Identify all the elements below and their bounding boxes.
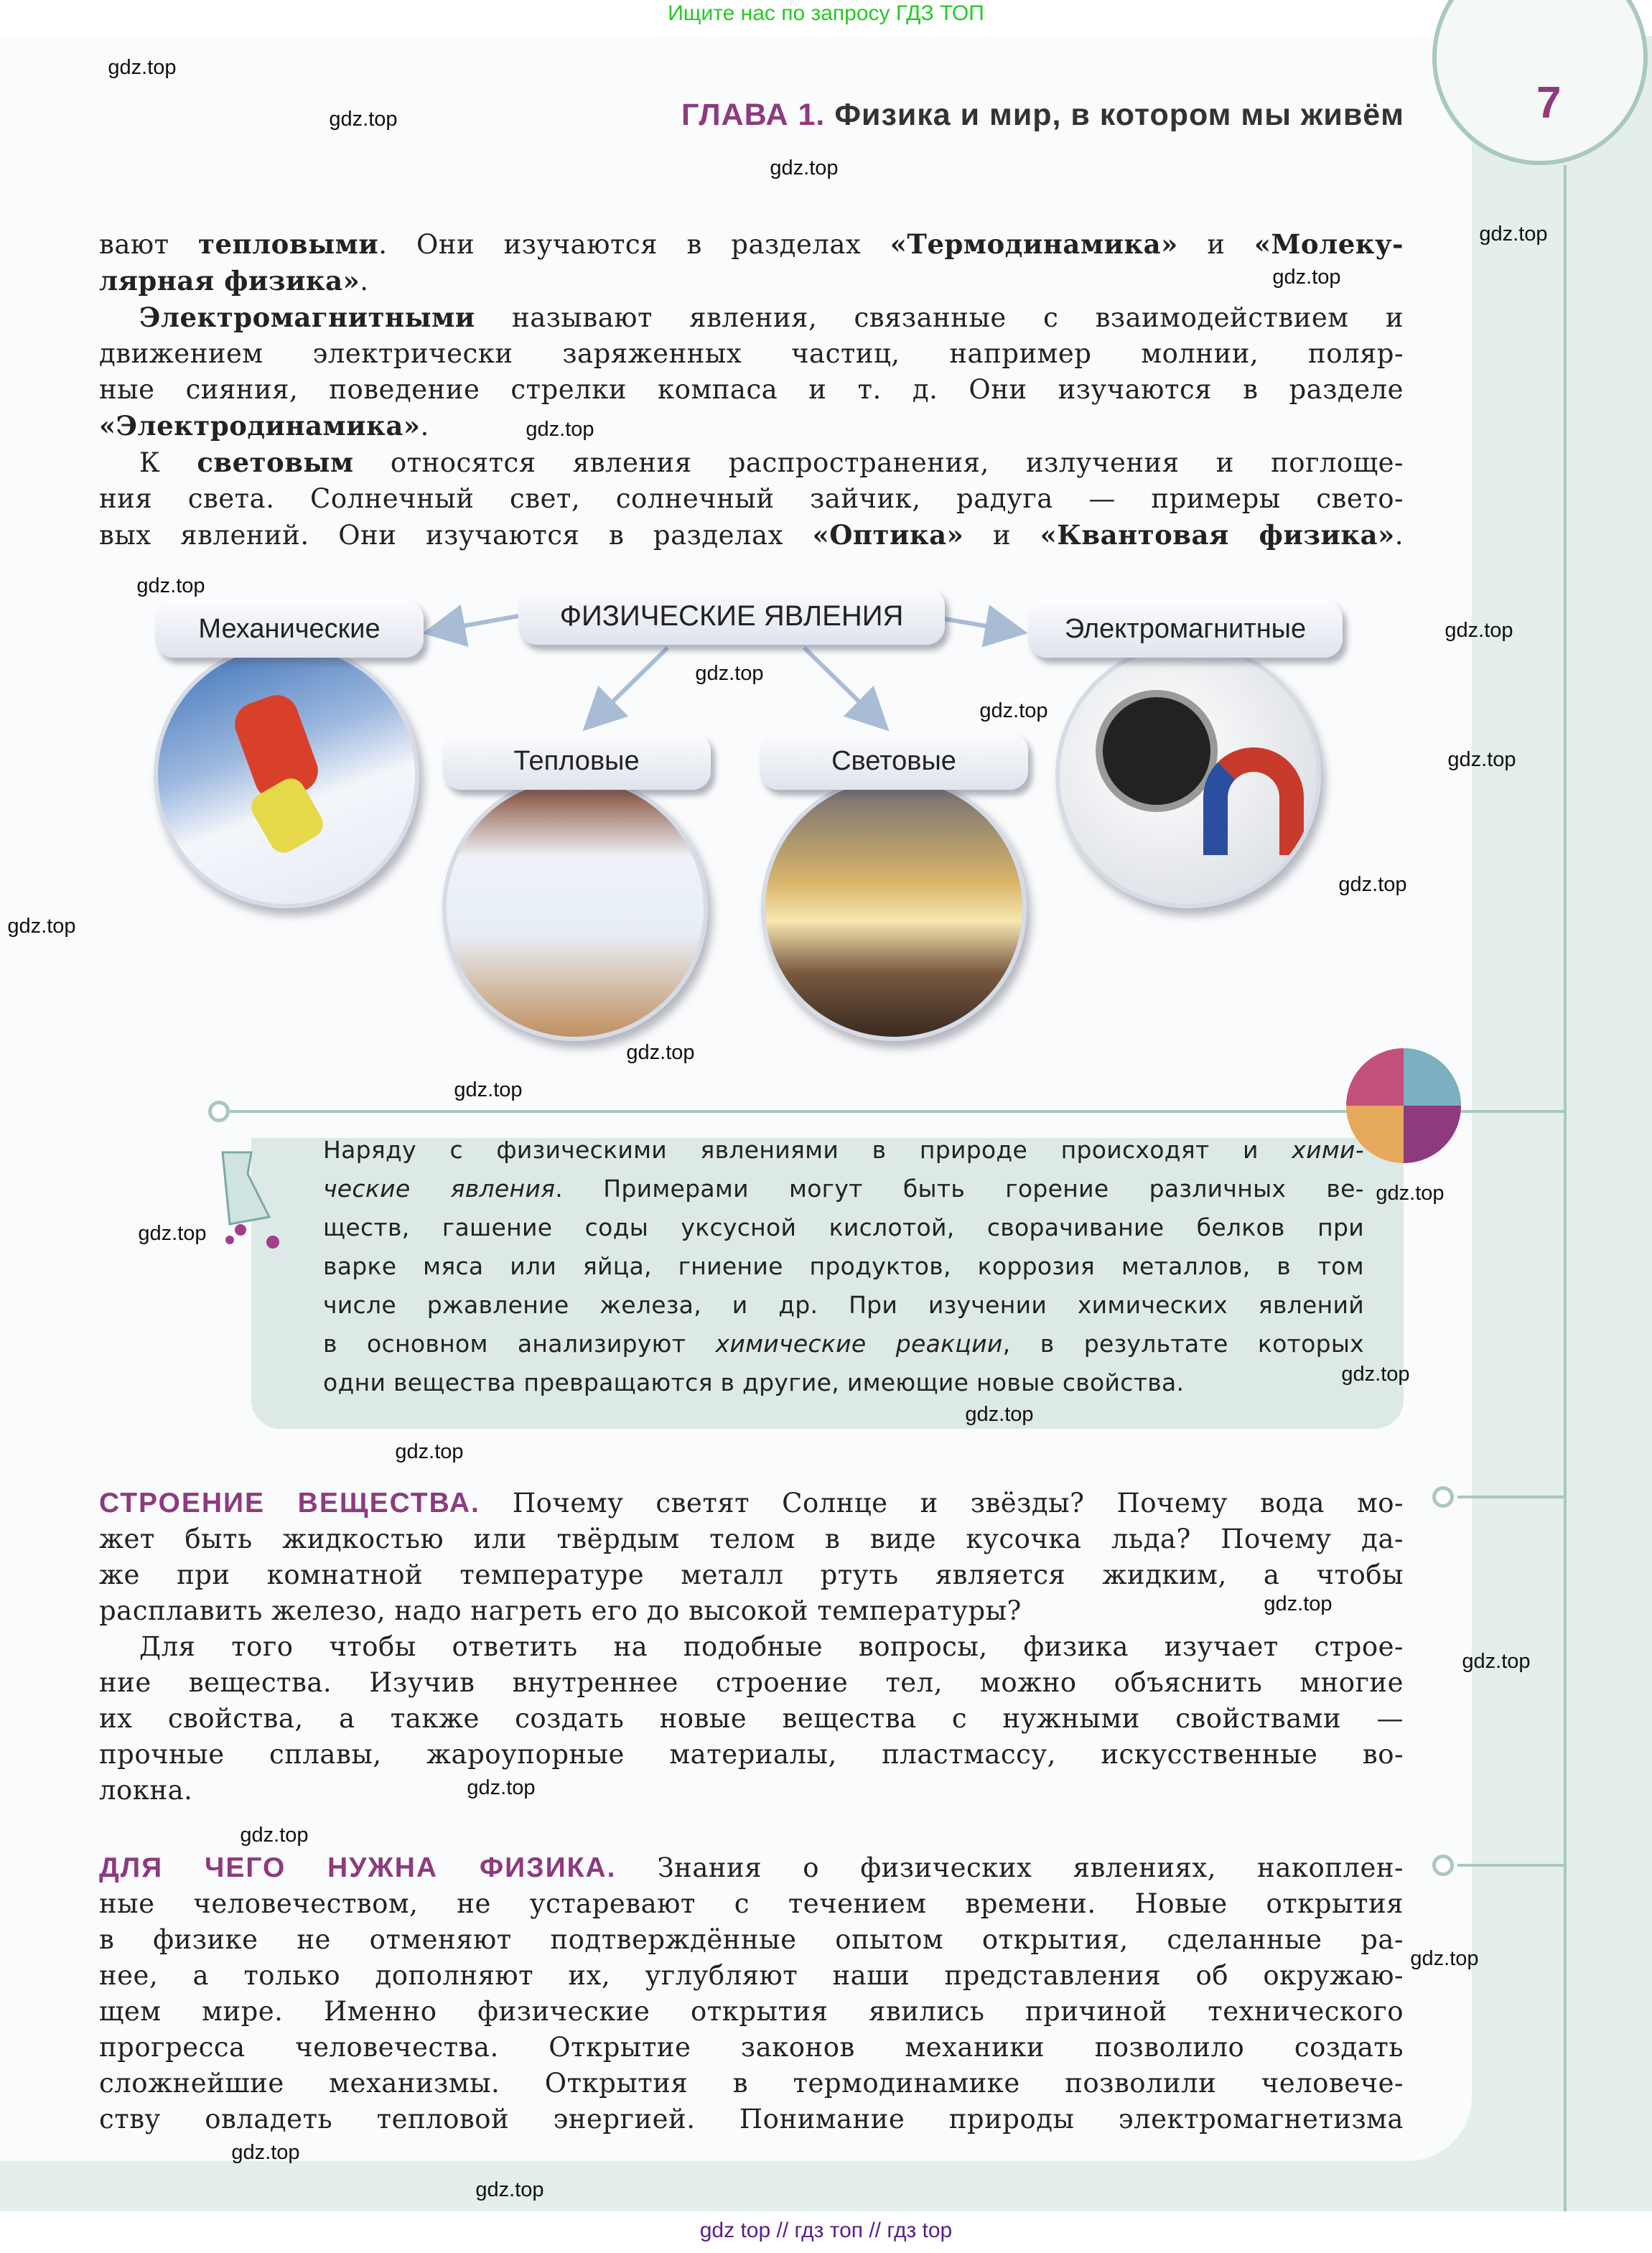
watermark: gdz.top	[395, 1440, 464, 1463]
watermark: gdz.top	[695, 662, 764, 685]
flask-icon	[208, 1145, 294, 1253]
text-segment: числе ржавление железа, и др. При изучении химических явлений	[323, 1291, 1364, 1319]
icicles-image	[442, 775, 708, 1041]
text-line	[99, 1521, 1404, 1557]
text-segment: хими-	[1292, 1136, 1364, 1164]
text-line	[99, 1737, 1404, 1773]
watermark: gdz.top	[467, 1776, 536, 1799]
text-segment: прогресса человечества. Открытие законов механики позволило создать	[99, 2032, 1404, 2063]
text-line	[99, 1886, 1404, 1922]
arrow-to-mechanical	[431, 616, 518, 632]
text-segment: движением электрически заряженных частиц, например молнии, поляр-	[99, 338, 1404, 369]
watermark: gdz.top	[138, 1222, 207, 1245]
text-segment: Для того чтобы ответить на подобные вопросы, физика изучает строе-	[139, 1631, 1404, 1662]
section-line	[1457, 1864, 1565, 1867]
section-structure	[99, 1485, 1404, 1809]
text-segment: прочные сплавы, жароупорные материалы, пластмассу, искусственные во-	[99, 1739, 1404, 1770]
text-segment: вых явлений. Они изучаются в разделах	[99, 520, 813, 551]
text-segment: ния света. Солнечный свет, солнечный зайчик, радуга — примеры свето-	[99, 483, 1404, 514]
watermark: gdz.top	[136, 574, 205, 597]
text-segment: жет быть жидкостью или твёрдым телом в виде кусочка льда? Почему да-	[99, 1524, 1404, 1554]
category-thermal: Тепловые	[442, 732, 711, 790]
arrow-to-electromagnetic	[945, 619, 1019, 632]
watermark: gdz.top	[329, 108, 398, 131]
arrow-to-light	[804, 648, 883, 725]
text-line	[99, 1701, 1404, 1737]
diagram-arrows	[0, 36, 1472, 1113]
text-segment: «Электродинамика»	[99, 410, 421, 442]
text-line	[99, 2102, 1404, 2137]
text-line	[323, 1247, 1364, 1286]
margin-line	[1564, 165, 1567, 2211]
text-segment: «Оптика»	[812, 519, 964, 551]
text-segment: и	[1177, 229, 1254, 260]
text-segment: в физике не отменяют подтверждённые опытом открытия, сделанные ра-	[99, 1924, 1404, 1955]
text-segment: . Они изучаются в разделах	[378, 229, 890, 260]
text-segment: «Термодинамика»	[890, 228, 1178, 260]
text-segment: ческие явления	[323, 1175, 556, 1203]
skier-image	[154, 643, 419, 908]
text-line	[99, 2030, 1404, 2066]
watermark: gdz.top	[770, 157, 839, 179]
text-segment: «Молеку-	[1254, 228, 1404, 260]
category-mechanical: Механические	[155, 600, 424, 658]
text-segment: называют явления, связанные с взаимодействием и	[475, 302, 1404, 333]
search-banner[interactable]: Ищите нас по запросу ГДЗ ТОП	[668, 1, 984, 25]
text-segment: относятся явления распространения, излучения и поглоще-	[353, 447, 1404, 478]
text-segment: ные человечеством, не устаревают с течением времени. Новые открытия	[99, 1888, 1404, 1919]
page-number: 7	[1536, 78, 1562, 128]
callout-text	[323, 1131, 1364, 1402]
section-why-physics	[99, 1850, 1404, 2137]
watermark: gdz.top	[1445, 619, 1513, 642]
section-marker	[1432, 1486, 1454, 1508]
text-line	[99, 1593, 1404, 1629]
text-line	[99, 1958, 1404, 1994]
text-segment: же при комнатной температуре металл ртуть является жидким, а чтобы	[99, 1559, 1404, 1590]
text-line	[323, 1208, 1364, 1247]
textbook-page	[0, 36, 1652, 2211]
text-segment: ществ, гашение соды уксусной кислотой, сворачивание белков при	[323, 1213, 1364, 1241]
chapter-label: ГЛАВА 1.	[681, 98, 826, 132]
text-segment: ние вещества. Изучив внутреннее строение тел, можно объяснить многие	[99, 1667, 1404, 1698]
text-line	[99, 1557, 1404, 1593]
watermark: gdz.top	[1338, 873, 1407, 896]
watermark: gdz.top	[7, 915, 76, 938]
text-segment: Наряду с физическими явлениями в природе происходят и	[323, 1136, 1292, 1164]
text-segment: варке мяса или яйца, гниение продуктов, коррозия металлов, в том	[323, 1252, 1364, 1280]
text-segment: расплавить железо, надо нагреть его до высокой температуры?	[99, 1595, 1022, 1626]
text-segment: их свойства, а также создать новые вещества с нужными свойствами —	[99, 1703, 1404, 1734]
text-segment: одни вещества превращаются в другие, имеющие новые свойства.	[323, 1368, 1185, 1396]
watermark: gdz.top	[1462, 1650, 1531, 1673]
text-line	[323, 1131, 1364, 1170]
category-light: Световые	[760, 732, 1028, 790]
text-line	[99, 1994, 1404, 2030]
watermark: gdz.top	[1410, 1947, 1479, 1970]
watermark: gdz.top	[979, 699, 1048, 722]
text-segment: щем мире. Именно физические открытия явились причиной технического	[99, 1996, 1404, 2027]
section-heading: СТРОЕНИЕ ВЕЩЕСТВА.	[99, 1488, 480, 1519]
diagram-center-label: ФИЗИЧЕСКИЕ ЯВЛЕНИЯ	[518, 587, 945, 645]
text-segment: . Примерами могут быть горение различных ве-	[555, 1175, 1364, 1203]
footer-links[interactable]: gdz top // гдз топ // гдз top	[699, 2219, 953, 2242]
text-segment: .	[420, 411, 429, 442]
watermark: gdz.top	[1376, 1182, 1445, 1205]
text-segment: Почему светят Солнце и звёзды? Почему вода мо-	[480, 1488, 1404, 1519]
text-line	[323, 1170, 1364, 1208]
text-segment: Знания о физических явлениях, накоплен-	[616, 1852, 1404, 1883]
text-line	[99, 1773, 1404, 1809]
text-segment: «Квантовая физика»	[1040, 519, 1395, 551]
section-marker	[1432, 1855, 1454, 1876]
text-line	[99, 1629, 1404, 1665]
text-segment: химические реакции	[715, 1330, 1003, 1358]
watermark: gdz.top	[240, 1824, 309, 1847]
text-line	[323, 1363, 1364, 1402]
chapter-title: Физика и мир, в котором мы живём	[834, 98, 1404, 132]
category-electromagnetic: Электромагнитные	[1028, 600, 1343, 658]
text-segment: ству овладеть тепловой энергией. Понимание природы электромагнетизма	[99, 2104, 1404, 2135]
text-line	[323, 1286, 1364, 1325]
text-segment: .	[1394, 520, 1404, 551]
text-segment: К	[139, 447, 197, 478]
section-line	[1457, 1496, 1565, 1498]
watermark: gdz.top	[1447, 748, 1516, 771]
text-segment: .	[360, 266, 369, 297]
text-line	[99, 2066, 1404, 2102]
watermark: gdz.top	[626, 1041, 695, 1064]
text-segment: ные сияния, поведение стрелки компаса и т. д. Они изучаются в разделе	[99, 374, 1404, 405]
compass-magnet-image	[1055, 643, 1321, 908]
text-segment: лярная физика»	[99, 265, 360, 297]
watermark: gdz.top	[1341, 1363, 1410, 1386]
text-line	[99, 1922, 1404, 1958]
text-segment: Электромагнитными	[139, 302, 475, 333]
text-segment: световым	[197, 447, 354, 478]
text-segment: и	[963, 520, 1040, 551]
watermark: gdz.top	[108, 56, 177, 79]
sunset-image	[761, 775, 1027, 1041]
text-segment: , в результате которых	[1002, 1330, 1365, 1358]
text-segment: вают	[99, 229, 199, 260]
text-line	[99, 1850, 1404, 1886]
text-segment: тепловыми	[198, 228, 379, 260]
text-segment: сложнейшие механизмы. Открытия в термодинамике позволили человече-	[99, 2068, 1404, 2099]
watermark: gdz.top	[1272, 266, 1341, 289]
section-heading: ДЛЯ ЧЕГО НУЖНА ФИЗИКА.	[99, 1852, 617, 1883]
text-line	[323, 1325, 1364, 1363]
watermark: gdz.top	[475, 2178, 544, 2201]
watermark: gdz.top	[965, 1403, 1034, 1426]
text-segment: в основном анализируют	[323, 1330, 716, 1358]
watermark: gdz.top	[231, 2141, 300, 2164]
text-segment: нее, а только дополняют их, углубляют наши представления об окружаю-	[99, 1960, 1404, 1991]
text-segment: локна.	[99, 1775, 193, 1806]
watermark: gdz.top	[1479, 223, 1548, 246]
watermark: gdz.top	[454, 1078, 523, 1101]
text-line	[99, 1665, 1404, 1701]
arrow-to-thermal	[589, 648, 668, 725]
watermark: gdz.top	[1264, 1592, 1333, 1615]
text-line	[99, 1485, 1404, 1521]
watermark: gdz.top	[526, 418, 594, 441]
